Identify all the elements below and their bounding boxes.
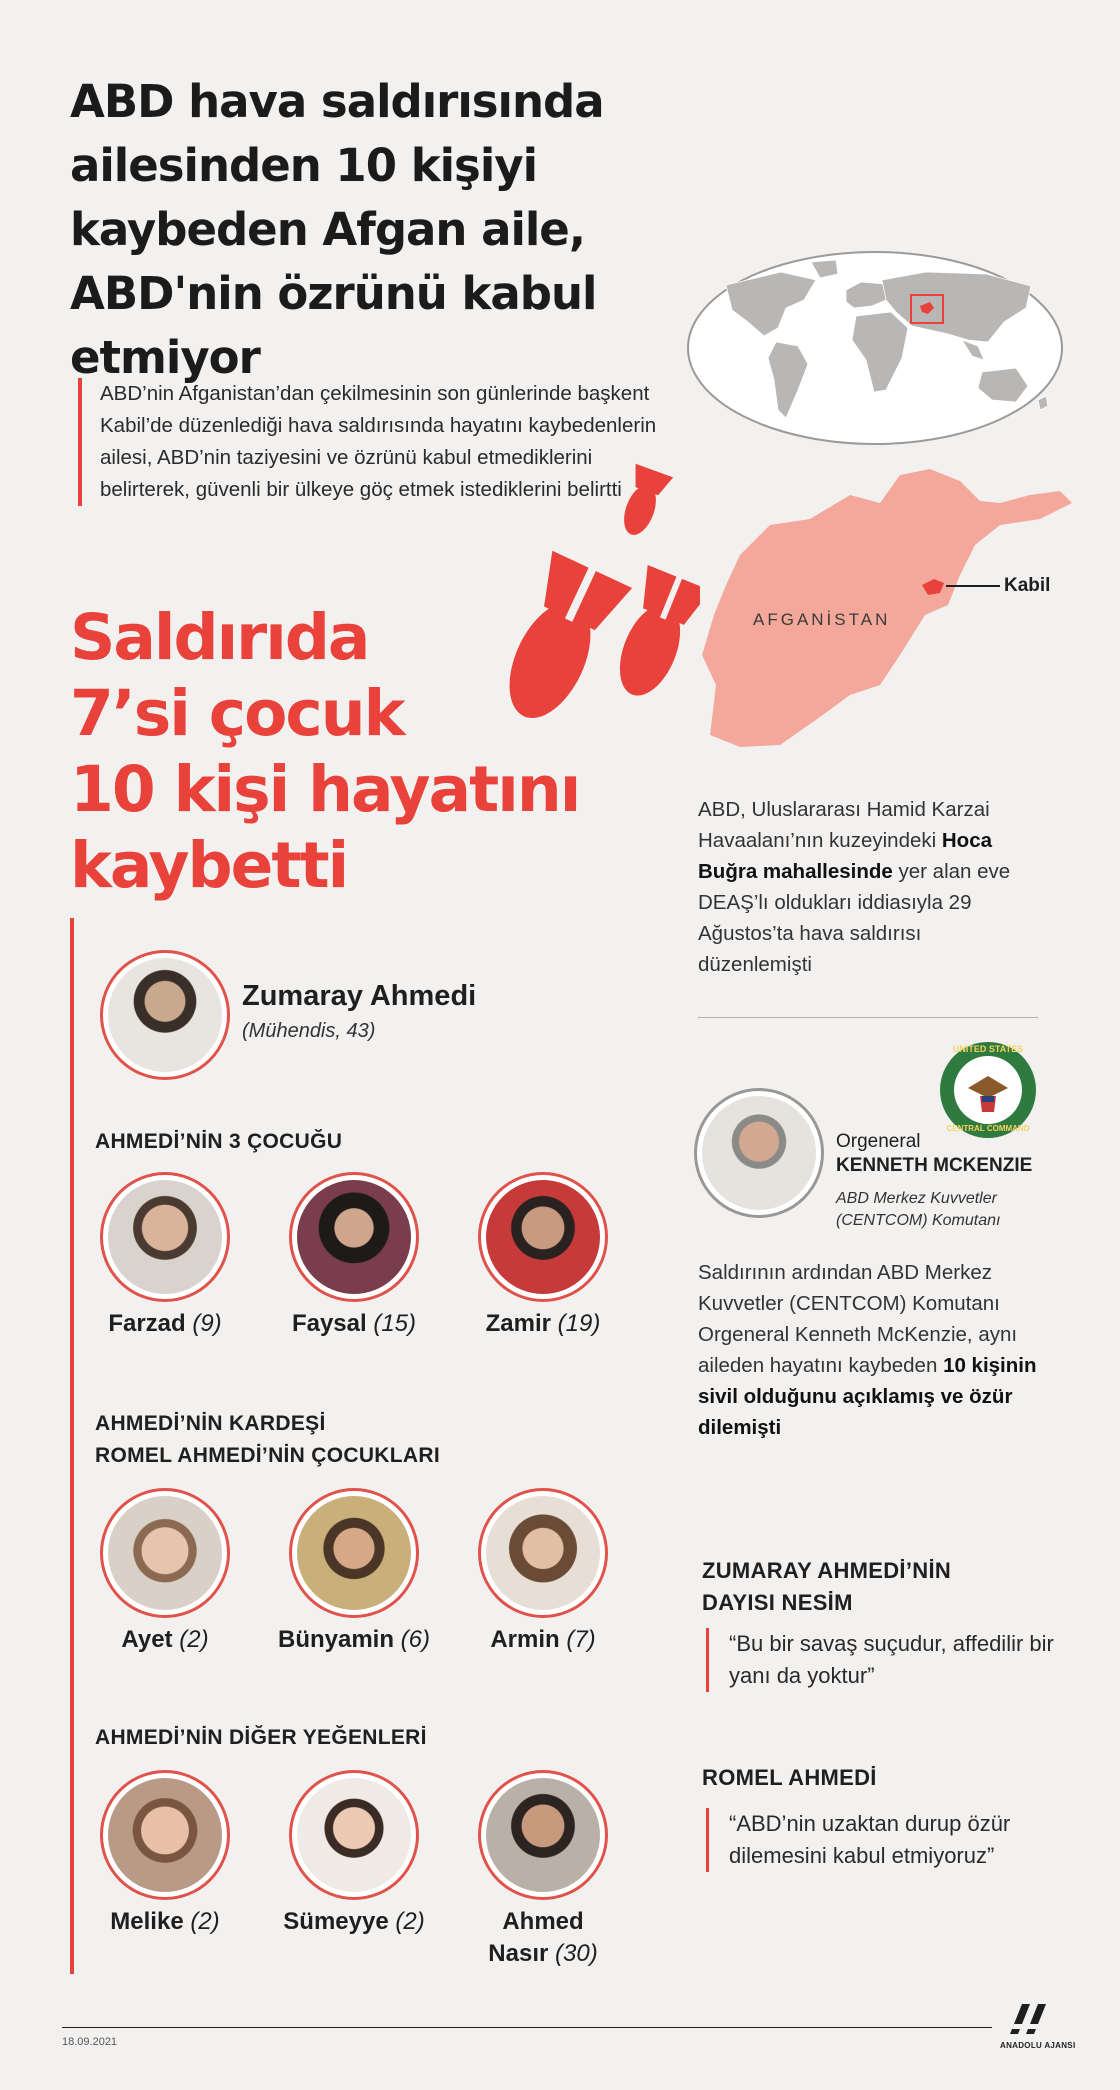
- quote-text: “ABD’nin uzaktan durup özür dilemesini kabul etmiyoruz”: [706, 1808, 1029, 1872]
- avatar-zumaray-ahmedi: [100, 950, 230, 1080]
- avatar-sumeyye: [289, 1770, 419, 1900]
- avatar-ayet: [100, 1488, 230, 1618]
- avatar-zamir: [478, 1172, 608, 1302]
- footer-date: 18.09.2021: [62, 2036, 118, 2048]
- general-role: ABD Merkez Kuvvetler (CENTCOM) Komutanı: [836, 1190, 1001, 1229]
- centcom-seal: [938, 1040, 1038, 1140]
- headline: [70, 600, 670, 904]
- quote-speaker: ROMEL AHMEDİ: [702, 1765, 877, 1790]
- quote-text: “Bu bir savaş suçudur, affedilir bir yanı da yoktur”: [706, 1628, 1059, 1692]
- group-title: AHMEDİ’NİN KARDEŞİ ROMEL AHMEDİ’NİN ÇOCUKLARI: [95, 1412, 440, 1467]
- intro-text: ABD’nin Afganistan’dan çekilmesinin son günlerinde başkent Kabil’de düzenlediği hava saldırısında hayatını kaybedenlerin ailesi, ABD’nin taziyesini ve özrünü kabul etmediklerini belirterek, güvenli bir ülkeye göç etmek istediklerini belirtti: [78, 378, 660, 506]
- agency-logo: [1000, 2002, 1076, 2062]
- page-title: ABD hava saldırısında ailesinden 10 kişiyi kaybeden Afgan aile, ABD'nin özrünü kabul etmiyor: [70, 75, 604, 384]
- person-name: Faysal (15): [291, 1310, 417, 1337]
- avatar-armin: [478, 1488, 608, 1618]
- divider: [698, 1017, 1038, 1018]
- country-label: AFGANİSTAN: [753, 610, 891, 629]
- group-title: AHMEDİ’NİN DİĞER YEĞENLERİ: [95, 1726, 427, 1749]
- main-person-detail: (Mühendis, 43): [242, 1020, 376, 1042]
- person-name: Zamir (19): [485, 1310, 601, 1337]
- person-name: Melike (2): [110, 1908, 220, 1935]
- headline-line: Saldırıda: [70, 601, 369, 674]
- person-name: Bünyamin (6): [277, 1626, 431, 1653]
- apology-description: Saldırının ardından ABD Merkez Kuvvetler (CENTCOM) Komutanı Orgeneral Kenneth McKenzie, aynı aileden hayatını kaybeden 10 kişinin sivil olduğunu açıklamış ve özür dilemişti: [698, 1261, 1037, 1439]
- main-person-name: Zumaray Ahmedi: [242, 980, 477, 1012]
- seal-text-bottom: CENTRAL COMMAND: [946, 1124, 1030, 1133]
- person-name: Ayet (2): [121, 1626, 209, 1653]
- avatar-melike: [100, 1770, 230, 1900]
- person-name: Ahmed Nasır (30): [488, 1908, 598, 1967]
- headline-line: 7’si çocuk: [70, 677, 404, 750]
- avatar-faysal: [289, 1172, 419, 1302]
- avatar-kenneth-mckenzie: [694, 1088, 824, 1218]
- headline-line: 10 kişi hayatını: [70, 753, 580, 826]
- agency-name: ANADOLU AJANSI: [1000, 2041, 1076, 2050]
- person-name: Farzad (9): [108, 1310, 222, 1337]
- city-label: Kabil: [1004, 575, 1051, 596]
- avatar-farzad: [100, 1172, 230, 1302]
- general-rank: Orgeneral: [836, 1131, 921, 1152]
- avatar-bunyamin: [289, 1488, 419, 1618]
- timeline-line: [70, 918, 74, 1974]
- headline-line: kaybetti: [70, 829, 348, 902]
- afghanistan-map: [700, 455, 1080, 755]
- person-name: Armin (7): [490, 1626, 596, 1653]
- avatar-ahmed-nasir: [478, 1770, 608, 1900]
- person-name: Sümeyye (2): [283, 1908, 425, 1935]
- footer-line: [62, 2027, 992, 2028]
- quote-speaker: ZUMARAY AHMEDİ’NİN DAYISI NESİM: [702, 1558, 952, 1615]
- general-name: KENNETH MCKENZIE: [836, 1155, 1033, 1176]
- group-title: AHMEDİ’NİN 3 ÇOCUĞU: [95, 1130, 343, 1153]
- strike-description: ABD, Uluslararası Hamid Karzai Havaalanı’nın kuzeyindeki Hoca Buğra mahallesinde yer alan eve DEAŞ’lı oldukları iddiasıyla 29 Ağustos’ta hava saldırısı düzenlemişti: [698, 798, 1011, 976]
- seal-text-top: UNITED STATES: [952, 1044, 1024, 1054]
